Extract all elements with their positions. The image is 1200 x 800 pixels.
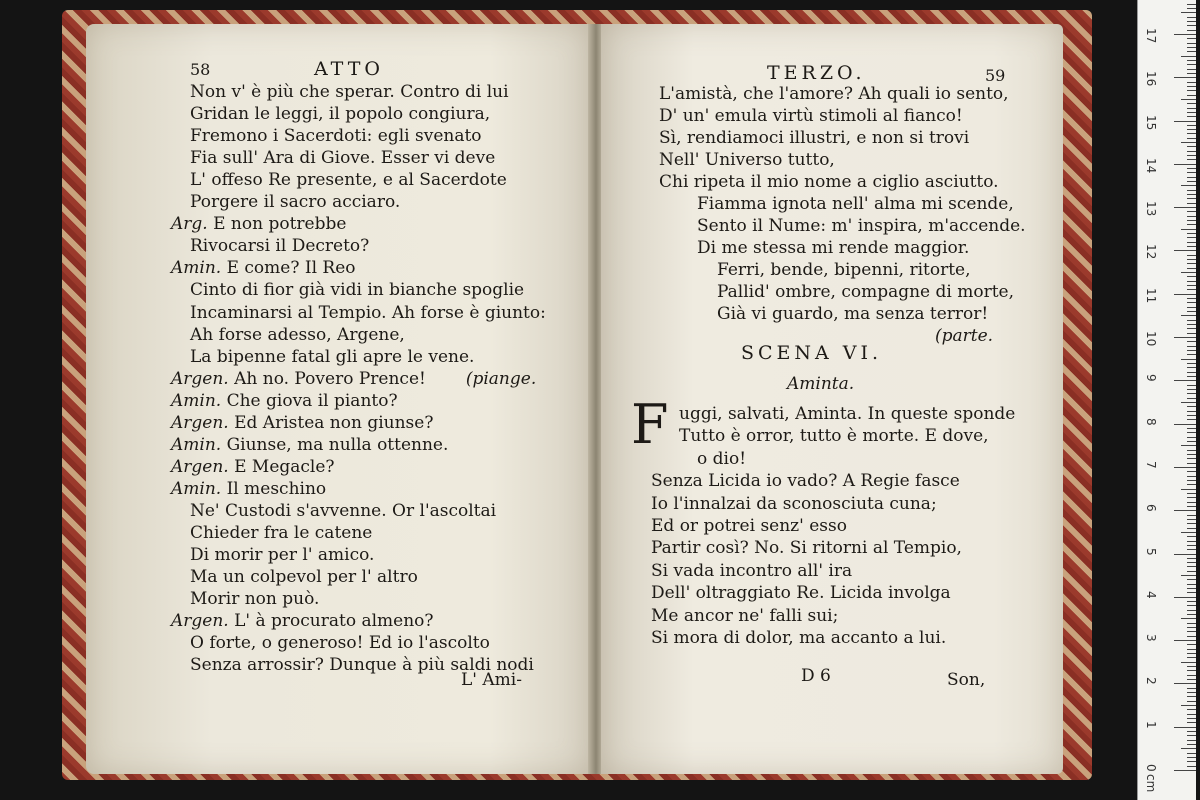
ruler-tick bbox=[1187, 753, 1196, 754]
verse-line bbox=[171, 435, 448, 455]
ruler-tick bbox=[1187, 242, 1196, 243]
verse-line bbox=[190, 303, 546, 323]
ruler-tick bbox=[1181, 748, 1196, 749]
speaker-name: Amin. bbox=[171, 390, 222, 411]
ruler-tick bbox=[1187, 718, 1196, 719]
ruler-tick bbox=[1187, 25, 1196, 26]
ruler-label: 9 bbox=[1144, 374, 1158, 382]
verse-line: L'amistà, che l'amore? Ah quali io sento, bbox=[659, 84, 1009, 104]
ruler-tick bbox=[1187, 38, 1196, 39]
verse-text: L' offeso Re presente, e al Sacerdote bbox=[190, 170, 507, 191]
ruler-tick bbox=[1187, 385, 1196, 386]
ruler-tick bbox=[1181, 142, 1196, 143]
ruler-tick bbox=[1181, 705, 1196, 706]
ruler-tick bbox=[1187, 103, 1196, 104]
ruler-tick bbox=[1187, 692, 1196, 693]
ruler-tick bbox=[1181, 402, 1196, 403]
ruler-label: 6 bbox=[1144, 504, 1158, 512]
verse-text: Che giova il pianto? bbox=[226, 390, 398, 411]
ruler-tick bbox=[1187, 133, 1196, 134]
verse-text: O forte, o generoso! Ed io l'ascolto bbox=[190, 633, 490, 654]
ruler-tick bbox=[1187, 21, 1196, 22]
ruler-tick bbox=[1181, 662, 1196, 663]
verse-line: Sì, rendiamoci illustri, e non si trovi bbox=[659, 128, 970, 148]
running-head: ATTO bbox=[314, 58, 384, 80]
ruler-label: 4 bbox=[1144, 590, 1158, 599]
ruler-tick bbox=[1187, 246, 1196, 247]
ruler-tick bbox=[1187, 432, 1196, 433]
drop-initial: F bbox=[631, 393, 669, 456]
ruler-tick bbox=[1187, 168, 1196, 169]
verse-line bbox=[190, 236, 369, 256]
verse-text: Fia sull' Ara di Giove. Esser vi deve bbox=[190, 148, 496, 169]
ruler-tick bbox=[1187, 515, 1196, 516]
ruler-label: 7 bbox=[1144, 460, 1158, 469]
ruler-tick bbox=[1174, 164, 1196, 165]
verse-line bbox=[190, 523, 372, 543]
ruler-label: 12 bbox=[1144, 244, 1158, 260]
ruler-tick bbox=[1187, 30, 1196, 31]
verse-line: Nell' Universo tutto, bbox=[659, 150, 835, 170]
verse-text: Rivocarsi il Decreto? bbox=[190, 236, 370, 257]
verse-line bbox=[190, 170, 507, 190]
ruler-tick bbox=[1187, 64, 1196, 65]
ruler-label: 15 bbox=[1144, 114, 1158, 130]
ruler-tick bbox=[1187, 151, 1196, 152]
scene-character: Aminta. bbox=[787, 374, 855, 394]
ruler-tick bbox=[1187, 636, 1196, 637]
ruler-tick bbox=[1187, 545, 1196, 546]
ruler-tick bbox=[1187, 571, 1196, 572]
speaker-name: Argen. bbox=[171, 368, 229, 389]
verse-text: Incaminarsi al Tempio. Ah forse è giunto: bbox=[190, 302, 546, 323]
ruler-tick bbox=[1187, 393, 1196, 394]
aria-line: Ferri, bende, bipenni, ritorte, bbox=[717, 260, 971, 280]
verse-line: Partir così? No. Si ritorni al Tempio, bbox=[651, 538, 962, 559]
ruler-tick bbox=[1187, 419, 1196, 420]
verse-line: Senza Licida io vado? A Regie fasce bbox=[651, 471, 960, 492]
verse-line: Tutto è orror, tutto è morte. E dove, bbox=[679, 426, 989, 447]
ruler-label: 3 bbox=[1144, 634, 1158, 642]
verse-line bbox=[190, 589, 319, 609]
ruler-tick bbox=[1187, 627, 1196, 628]
ruler-tick bbox=[1174, 640, 1196, 641]
ruler-tick bbox=[1187, 233, 1196, 234]
ruler-tick bbox=[1187, 666, 1196, 667]
ruler-unit: cm bbox=[1144, 774, 1158, 793]
page-number: 59 bbox=[985, 66, 1006, 85]
ruler-tick bbox=[1187, 181, 1196, 182]
ruler-tick bbox=[1187, 441, 1196, 442]
ruler-tick bbox=[1187, 653, 1196, 654]
ruler-tick bbox=[1174, 250, 1196, 251]
ruler-tick bbox=[1187, 454, 1196, 455]
ruler-tick bbox=[1187, 263, 1196, 264]
ruler-tick bbox=[1187, 406, 1196, 407]
ruler-tick bbox=[1187, 341, 1196, 342]
ruler-tick bbox=[1187, 740, 1196, 741]
ruler-tick bbox=[1187, 562, 1196, 563]
ruler-tick bbox=[1181, 489, 1196, 490]
verse-text: Di morir per l' amico. bbox=[190, 545, 375, 566]
ruler-tick bbox=[1187, 579, 1196, 580]
ruler-tick bbox=[1187, 657, 1196, 658]
ruler-tick bbox=[1181, 12, 1196, 13]
stage-direction: (piange. bbox=[465, 368, 537, 389]
left-page bbox=[86, 24, 591, 774]
ruler-tick bbox=[1187, 285, 1196, 286]
verse-line bbox=[190, 347, 474, 367]
ruler-tick bbox=[1174, 597, 1196, 598]
ruler-tick bbox=[1187, 696, 1196, 697]
ruler-tick bbox=[1187, 623, 1196, 624]
ruler-tick bbox=[1187, 502, 1196, 503]
ruler-tick bbox=[1187, 528, 1196, 529]
verse-text: Giunse, ma nulla ottenne. bbox=[226, 434, 449, 455]
verse-line bbox=[171, 391, 398, 411]
ruler-tick bbox=[1187, 463, 1196, 464]
ruler-tick bbox=[1187, 398, 1196, 399]
verse-text: Senza arrossir? Dunque à più saldi nodi bbox=[190, 655, 534, 676]
ruler-label: 10 bbox=[1144, 331, 1158, 347]
ruler-tick bbox=[1174, 380, 1196, 381]
ruler-tick bbox=[1187, 203, 1196, 204]
ruler-tick bbox=[1187, 415, 1196, 416]
ruler-tick bbox=[1187, 220, 1196, 221]
verse-line: Dell' oltraggiato Re. Licida involga bbox=[651, 583, 951, 604]
ruler-tick bbox=[1187, 47, 1196, 48]
ruler-tick bbox=[1187, 125, 1196, 126]
ruler-tick bbox=[1187, 298, 1196, 299]
ruler-tick bbox=[1187, 670, 1196, 671]
ruler-tick bbox=[1187, 679, 1196, 680]
verse-line bbox=[171, 258, 356, 278]
verse-line: Chi ripeta il mio nome a ciglio asciutto. bbox=[659, 172, 999, 192]
ruler-tick bbox=[1187, 411, 1196, 412]
ruler-tick bbox=[1187, 216, 1196, 217]
verse-line bbox=[171, 413, 433, 433]
ruler-tick bbox=[1187, 268, 1196, 269]
ruler-tick bbox=[1187, 112, 1196, 113]
verse-text: L' à procurato almeno? bbox=[234, 611, 434, 632]
ruler-tick bbox=[1187, 116, 1196, 117]
aria-line: Sento il Nume: m' inspira, m'accende. bbox=[697, 216, 1026, 236]
ruler-tick bbox=[1181, 532, 1196, 533]
ruler-tick bbox=[1187, 4, 1196, 5]
ruler-tick bbox=[1174, 770, 1196, 771]
speaker-name: Argen. bbox=[171, 456, 229, 477]
verse-text: Porgere il sacro acciaro. bbox=[190, 192, 401, 213]
verse-line bbox=[171, 611, 434, 631]
ruler-tick bbox=[1187, 17, 1196, 18]
ruler-tick bbox=[1187, 289, 1196, 290]
ruler-tick bbox=[1187, 588, 1196, 589]
ruler-tick bbox=[1187, 146, 1196, 147]
ruler-tick bbox=[1187, 198, 1196, 199]
verse-line: uggi, salvati, Aminta. In queste sponde bbox=[679, 404, 1016, 424]
verse-line bbox=[190, 148, 495, 168]
ruler-tick bbox=[1187, 302, 1196, 303]
ruler-tick bbox=[1174, 207, 1196, 208]
ruler-tick bbox=[1187, 376, 1196, 377]
ruler-tick bbox=[1181, 445, 1196, 446]
verse-line bbox=[190, 501, 496, 521]
ruler-label: 16 bbox=[1144, 71, 1158, 87]
verse-text: E non potrebbe bbox=[213, 214, 347, 235]
ruler-tick bbox=[1174, 727, 1196, 728]
ruler-tick bbox=[1181, 99, 1196, 100]
ruler-tick bbox=[1187, 86, 1196, 87]
ruler-tick bbox=[1187, 211, 1196, 212]
verse-text: E Megacle? bbox=[234, 456, 335, 477]
ruler-tick bbox=[1187, 644, 1196, 645]
ruler-tick bbox=[1187, 389, 1196, 390]
ruler-tick bbox=[1187, 566, 1196, 567]
aria-line: Fiamma ignota nell' alma mi scende, bbox=[697, 194, 1014, 214]
aria-line: Di me stessa mi rende maggior. bbox=[697, 238, 970, 258]
ruler-label: 17 bbox=[1144, 27, 1158, 44]
speaker-name: Amin. bbox=[171, 434, 222, 455]
ruler-tick bbox=[1187, 51, 1196, 52]
ruler-tick bbox=[1174, 554, 1196, 555]
ruler-tick bbox=[1181, 229, 1196, 230]
ruler-tick bbox=[1187, 172, 1196, 173]
ruler-tick bbox=[1187, 675, 1196, 676]
ruler-tick bbox=[1187, 458, 1196, 459]
verse-line: o dio! bbox=[697, 448, 747, 469]
ruler-tick bbox=[1187, 493, 1196, 494]
ruler-label: 11 bbox=[1144, 287, 1158, 303]
ruler-tick bbox=[1187, 69, 1196, 70]
verse-line bbox=[190, 633, 490, 653]
ruler-tick bbox=[1187, 428, 1196, 429]
verse-line bbox=[190, 126, 482, 146]
ruler-tick bbox=[1187, 484, 1196, 485]
ruler-tick bbox=[1187, 129, 1196, 130]
ruler-tick bbox=[1174, 121, 1196, 122]
ruler-tick bbox=[1187, 541, 1196, 542]
verse-text: Ma un colpevol per l' altro bbox=[190, 567, 418, 588]
verse-text: Ah forse adesso, Argene, bbox=[190, 324, 405, 345]
ruler-tick bbox=[1174, 424, 1196, 425]
verse-line bbox=[171, 479, 326, 499]
ruler-label: 8 bbox=[1144, 417, 1158, 426]
ruler-tick bbox=[1187, 731, 1196, 732]
verse-line bbox=[190, 82, 509, 102]
ruler-label: 0 bbox=[1144, 764, 1158, 772]
ruler-tick bbox=[1187, 324, 1196, 325]
ruler-tick bbox=[1187, 722, 1196, 723]
ruler-label: 1 bbox=[1144, 720, 1158, 729]
ruler-tick bbox=[1187, 480, 1196, 481]
ruler-tick bbox=[1181, 618, 1196, 619]
verse-line: Me ancor ne' falli sui; bbox=[651, 605, 839, 626]
verse-line bbox=[190, 104, 490, 124]
ruler-tick bbox=[1187, 346, 1196, 347]
verse-line bbox=[190, 545, 374, 565]
ruler-tick bbox=[1187, 190, 1196, 191]
verse-text: Non v' è più che sperar. Contro di lui bbox=[190, 82, 509, 102]
ruler-tick bbox=[1187, 476, 1196, 477]
speaker-name: Amin. bbox=[171, 478, 222, 499]
verse-text: Morir non può. bbox=[190, 589, 320, 610]
ruler-tick bbox=[1187, 761, 1196, 762]
ruler-tick bbox=[1187, 320, 1196, 321]
ruler-tick bbox=[1181, 185, 1196, 186]
ruler-tick bbox=[1187, 592, 1196, 593]
ruler-tick bbox=[1174, 510, 1196, 511]
ruler-tick bbox=[1187, 714, 1196, 715]
ruler-tick bbox=[1187, 649, 1196, 650]
scene-title: SCENA VI. bbox=[741, 342, 883, 364]
verse-text: La bipenne fatal gli apre le vene. bbox=[190, 346, 475, 367]
verse-text: E come? Il Reo bbox=[226, 258, 356, 279]
ruler-tick bbox=[1187, 82, 1196, 83]
ruler-tick bbox=[1187, 735, 1196, 736]
ruler-tick bbox=[1174, 683, 1196, 684]
ruler-tick bbox=[1187, 497, 1196, 498]
aria-line: Pallid' ombre, compagne di morte, bbox=[717, 282, 1015, 302]
catchword: L' Ami- bbox=[461, 670, 522, 690]
ruler-tick bbox=[1187, 744, 1196, 745]
ruler-tick bbox=[1187, 519, 1196, 520]
ruler-tick bbox=[1187, 224, 1196, 225]
verse-line: Ed or potrei senz' esso bbox=[651, 516, 847, 536]
ruler-tick bbox=[1187, 307, 1196, 308]
ruler-tick bbox=[1187, 138, 1196, 139]
ruler-tick bbox=[1187, 95, 1196, 96]
page-number: 58 bbox=[190, 60, 211, 79]
ruler-tick bbox=[1187, 354, 1196, 355]
ruler-tick bbox=[1187, 255, 1196, 256]
ruler-tick bbox=[1187, 108, 1196, 109]
ruler-tick bbox=[1187, 328, 1196, 329]
verse-text: Gridan le leggi, il popolo congiura, bbox=[190, 104, 491, 125]
verse-line bbox=[171, 214, 346, 234]
ruler-tick bbox=[1187, 73, 1196, 74]
ruler-tick bbox=[1187, 333, 1196, 334]
ruler-tick bbox=[1187, 766, 1196, 767]
verse-line bbox=[171, 369, 536, 389]
ruler-tick bbox=[1187, 177, 1196, 178]
ruler-tick bbox=[1187, 8, 1196, 9]
ruler-tick bbox=[1187, 601, 1196, 602]
ruler-tick bbox=[1187, 276, 1196, 277]
ruler-tick bbox=[1174, 77, 1196, 78]
ruler-tick bbox=[1187, 757, 1196, 758]
ruler-label: 2 bbox=[1144, 677, 1158, 686]
right-page bbox=[601, 24, 1063, 774]
ruler-label: 5 bbox=[1144, 547, 1158, 556]
measuring-ruler bbox=[1137, 0, 1196, 800]
verse-line bbox=[190, 280, 524, 300]
ruler-tick bbox=[1187, 350, 1196, 351]
verse-line: Io l'innalzai da sconosciuta cuna; bbox=[651, 493, 937, 514]
ruler-tick bbox=[1187, 259, 1196, 260]
ruler-tick bbox=[1187, 372, 1196, 373]
ruler-tick bbox=[1187, 631, 1196, 632]
ruler-tick bbox=[1181, 575, 1196, 576]
verse-line: Si mora di dolor, ma accanto a lui. bbox=[651, 628, 947, 648]
ruler-tick bbox=[1174, 337, 1196, 338]
speaker-name: Argen. bbox=[171, 412, 229, 433]
verse-text: Ne' Custodi s'avvenne. Or l'ascoltai bbox=[190, 500, 497, 521]
verse-text: Ah no. Povero Prence! bbox=[234, 368, 426, 389]
ruler-tick bbox=[1187, 701, 1196, 702]
ruler-tick bbox=[1187, 605, 1196, 606]
running-head: TERZO. bbox=[767, 62, 866, 84]
ruler-tick bbox=[1187, 90, 1196, 91]
ruler-tick bbox=[1181, 272, 1196, 273]
ruler-tick bbox=[1187, 194, 1196, 195]
ruler-tick bbox=[1181, 359, 1196, 360]
ruler-tick bbox=[1181, 56, 1196, 57]
speaker-name: Amin. bbox=[171, 258, 222, 279]
ruler-tick bbox=[1187, 155, 1196, 156]
speaker-name: Argen. bbox=[171, 611, 229, 632]
ruler-tick bbox=[1187, 237, 1196, 238]
ruler-tick bbox=[1187, 159, 1196, 160]
verse-text: Ed Aristea non giunse? bbox=[234, 412, 434, 433]
ruler-tick bbox=[1187, 549, 1196, 550]
ruler-tick bbox=[1174, 34, 1196, 35]
ruler-tick bbox=[1187, 60, 1196, 61]
verse-line bbox=[190, 192, 400, 212]
ruler-tick bbox=[1187, 614, 1196, 615]
verse-text: Fremono i Sacerdoti: egli svenato bbox=[190, 126, 482, 147]
ruler-tick bbox=[1187, 281, 1196, 282]
ruler-tick bbox=[1181, 315, 1196, 316]
verse-text: Chieder fra le catene bbox=[190, 523, 373, 543]
ruler-tick bbox=[1187, 536, 1196, 537]
aria-line: Già vi guardo, ma senza terror! bbox=[717, 304, 989, 324]
ruler-tick bbox=[1187, 311, 1196, 312]
ruler-label: 14 bbox=[1144, 157, 1158, 174]
ruler-tick bbox=[1174, 467, 1196, 468]
ruler-tick bbox=[1187, 43, 1196, 44]
verse-line bbox=[190, 325, 405, 345]
verse-line bbox=[190, 567, 418, 587]
ruler-tick bbox=[1187, 450, 1196, 451]
catchword: Son, bbox=[947, 670, 986, 690]
ruler-tick bbox=[1187, 709, 1196, 710]
signature-mark: D 6 bbox=[801, 666, 831, 686]
verse-line bbox=[171, 457, 335, 477]
verse-text: Il meschino bbox=[226, 478, 327, 499]
ruler-tick bbox=[1174, 294, 1196, 295]
ruler-tick bbox=[1187, 363, 1196, 364]
stage-direction: (parte. bbox=[935, 326, 994, 346]
verse-line: D' un' emula virtù stimoli al fianco! bbox=[659, 106, 963, 126]
verse-line: Si vada incontro all' ira bbox=[651, 560, 853, 581]
ruler-tick bbox=[1187, 471, 1196, 472]
ruler-tick bbox=[1187, 367, 1196, 368]
ruler-tick bbox=[1187, 506, 1196, 507]
ruler-label: 13 bbox=[1144, 201, 1158, 217]
speaker-name: Arg. bbox=[171, 214, 208, 235]
ruler-tick bbox=[1187, 558, 1196, 559]
ruler-tick bbox=[1187, 584, 1196, 585]
ruler-tick bbox=[1187, 610, 1196, 611]
ruler-tick bbox=[1187, 523, 1196, 524]
ruler-tick bbox=[1187, 688, 1196, 689]
ruler-tick bbox=[1187, 437, 1196, 438]
verse-text: Cinto di fior già vidi in bianche spoglie bbox=[190, 280, 525, 301]
